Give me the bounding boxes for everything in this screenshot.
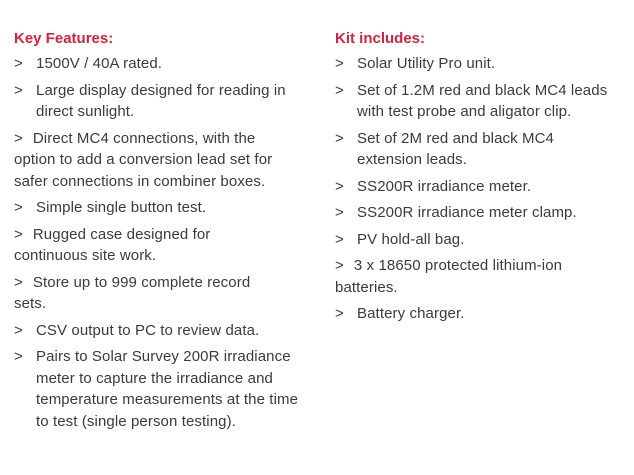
bullet-chevron-icon: >	[14, 55, 23, 72]
bullet-chevron-icon: >	[14, 348, 23, 365]
kit-item	[335, 229, 625, 251]
feature-item	[14, 320, 310, 342]
kit-item	[335, 128, 602, 171]
feature-item	[14, 197, 310, 219]
feature-item-text: Rugged case designed for continuous site work.	[14, 225, 211, 264]
bullet-chevron-icon: >	[335, 55, 344, 72]
bullet-chevron-icon: >	[335, 204, 344, 221]
feature-item-text: Pairs to Solar Survey 200R irradiance meter to capture the irradiance and temperature measurements at the time to test (single person testing).	[36, 348, 299, 430]
kit-item	[335, 80, 625, 123]
bullet-chevron-icon: >	[335, 230, 344, 248]
bullet-chevron-icon: >	[335, 305, 344, 322]
kit-item-text: PV hold-all bag.	[357, 230, 465, 248]
feature-item-text: Store up to 999 complete record sets.	[14, 273, 251, 312]
kit-item-text: Solar Utility Pro unit.	[357, 55, 496, 72]
bullet-chevron-icon: >	[335, 129, 344, 147]
bullet-chevron-icon: >	[14, 273, 23, 291]
feature-item	[14, 272, 284, 315]
feature-item	[14, 53, 310, 75]
kit-includes-section	[335, 30, 625, 330]
bullet-chevron-icon: >	[14, 81, 23, 99]
kit-item	[335, 303, 625, 325]
feature-item	[14, 128, 284, 193]
feature-item	[14, 224, 254, 267]
feature-item-text: Simple single button test.	[36, 199, 207, 216]
key-features-section	[14, 30, 310, 437]
kit-item	[335, 202, 625, 224]
feature-item-text: CSV output to PC to review data.	[36, 321, 260, 339]
kit-item-text: Set of 1.2M red and black MC4 leads with test probe and aligator clip.	[357, 81, 608, 120]
kit-item	[335, 53, 625, 75]
bullet-chevron-icon: >	[335, 177, 344, 195]
kit-item-text: 3 x 18650 protected lithium-ion batteries.	[335, 257, 563, 296]
bullet-chevron-icon: >	[335, 81, 344, 99]
key-features-heading: Key Features:	[14, 30, 114, 47]
bullet-chevron-icon: >	[14, 199, 23, 216]
feature-item	[14, 80, 310, 123]
feature-item	[14, 346, 310, 432]
feature-item-text: 1500V / 40A rated.	[36, 55, 163, 72]
kit-item-text: SS200R irradiance meter.	[357, 177, 532, 195]
kit-item	[335, 176, 625, 198]
feature-item-text: Large display designed for reading in direct sunlight.	[36, 81, 286, 120]
kit-includes-heading: Kit includes:	[335, 30, 426, 47]
bullet-chevron-icon: >	[14, 129, 23, 147]
kit-item-text: Battery charger.	[357, 305, 465, 322]
feature-item-text: Direct MC4 connections, with the option to add a conversion lead set for safer connections in combiner boxes.	[14, 129, 273, 190]
kit-item-text: Set of 2M red and black MC4 extension leads.	[357, 129, 554, 168]
bullet-chevron-icon: >	[335, 257, 344, 274]
kit-item-text: SS200R irradiance meter clamp.	[357, 204, 577, 221]
kit-item	[335, 255, 605, 298]
bullet-chevron-icon: >	[14, 225, 23, 243]
bullet-chevron-icon: >	[14, 321, 23, 339]
